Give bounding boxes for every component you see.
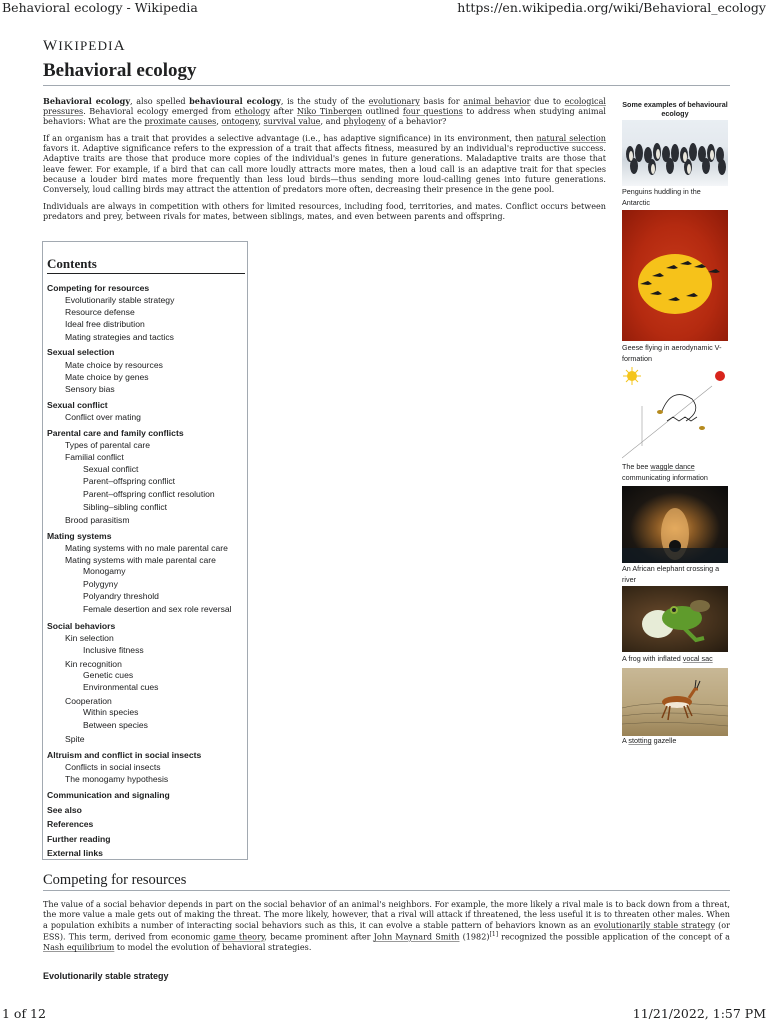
toc-item[interactable]: See also bbox=[47, 804, 82, 815]
toc-item[interactable]: Environmental cues bbox=[83, 682, 159, 692]
toc-item[interactable]: Mating systems with no male parental care bbox=[65, 542, 228, 553]
link-vocal-sac[interactable]: vocal sac bbox=[682, 654, 713, 663]
section-divider bbox=[43, 890, 730, 891]
toc-item[interactable]: Mate choice by genes bbox=[65, 371, 149, 382]
caption-gazelle: A stotting gazelle bbox=[622, 736, 677, 745]
lead-paragraph-2: If an organism has a trait that provides a selective advantage (i.e., has adaptive significance) in its environment, then natural selection favors it. Adaptive significance refers to the expression of a trait that affects fitness, measured by an individual's reproductive success. Adaptive traits are those that produce more copies of the individual's genes in future generations. Maladaptive traits are those that leave fewer. For example, if a bird that can call more loudly attracts more mates, then a loud call is an adaptive trait for that species because a louder bird mates more frequently than less loud birds—thus sending more loud-calling genes into future generations. Conversely, loud calling birds may attract the attention of predators more often, decreasing their presence in the gene pool. bbox=[43, 133, 606, 194]
toc-item[interactable]: Evolutionarily stable strategy bbox=[65, 294, 175, 305]
toc-item[interactable]: External links bbox=[47, 848, 103, 858]
link-john-maynard-smith[interactable]: John Maynard Smith bbox=[373, 931, 460, 942]
page-number: 1 of 12 bbox=[2, 1006, 46, 1021]
link-niko-tinbergen[interactable]: Niko Tinbergen bbox=[296, 106, 363, 117]
toc-item[interactable]: Mating systems bbox=[47, 530, 112, 541]
toc-item[interactable]: Conflict over mating bbox=[65, 411, 141, 422]
print-title: Behavioral ecology - Wikipedia bbox=[2, 0, 198, 15]
bee-dance-diagram[interactable] bbox=[622, 366, 728, 462]
caption-penguins: Penguins huddling in the Antarctic bbox=[622, 187, 701, 207]
toc-item[interactable]: Familial conflict bbox=[65, 452, 124, 462]
toc-item[interactable]: Social behaviors bbox=[47, 621, 116, 631]
toc-item[interactable]: Communication and signaling bbox=[47, 789, 170, 800]
penguins-image[interactable] bbox=[622, 120, 728, 186]
toc-item[interactable]: The monogamy hypothesis bbox=[65, 773, 169, 784]
toc-title: Contents bbox=[47, 256, 97, 271]
link-natural-selection[interactable]: natural selection bbox=[536, 133, 606, 144]
page-title: Behavioral ecology bbox=[43, 60, 197, 81]
toc-item[interactable]: Sibling–sibling conflict bbox=[83, 501, 168, 512]
toc-item[interactable]: Mating systems with male parental care bbox=[65, 554, 216, 565]
toc-item[interactable]: Altruism and conflict in social insects bbox=[47, 749, 202, 760]
toc-item[interactable]: Kin selection bbox=[65, 633, 114, 643]
infobox-title: Some examples of behavioural ecology bbox=[622, 100, 728, 118]
toc-item[interactable]: Competing for resources bbox=[47, 282, 150, 293]
geese-image[interactable] bbox=[622, 210, 728, 341]
elephant-image[interactable] bbox=[622, 486, 728, 563]
toc-item[interactable]: Spite bbox=[65, 733, 85, 744]
toc-item[interactable]: Polygyny bbox=[83, 578, 118, 589]
toc-item[interactable]: Types of parental care bbox=[65, 439, 151, 450]
link-stotting[interactable]: stotting bbox=[628, 736, 652, 745]
link-ontogeny[interactable]: ontogeny bbox=[221, 116, 259, 127]
link-four-questions[interactable]: four questions bbox=[402, 106, 463, 117]
caption-frog: A frog with inflated vocal sac bbox=[622, 654, 713, 663]
print-header bbox=[0, 0, 768, 18]
toc-item[interactable]: Between species bbox=[83, 720, 148, 730]
subsection-heading-ess: Evolutionarily stable strategy bbox=[43, 971, 169, 981]
toc-item[interactable]: Polyandry threshold bbox=[83, 591, 159, 601]
link-evolutionary[interactable]: evolutionary bbox=[368, 96, 420, 106]
toc-item[interactable]: Cooperation bbox=[65, 695, 112, 706]
toc-item[interactable]: Sexual selection bbox=[47, 347, 115, 357]
link-nash-equilibrium[interactable]: Nash equilibrium bbox=[43, 942, 115, 953]
toc-item[interactable]: Conflicts in social insects bbox=[65, 761, 161, 772]
toc-item[interactable]: Sensory bias bbox=[65, 384, 115, 394]
link-waggle-dance[interactable]: waggle dance bbox=[650, 462, 695, 471]
toc-item[interactable]: Genetic cues bbox=[83, 670, 134, 680]
toc-item[interactable]: Female desertion and sex role reversal bbox=[83, 603, 232, 614]
link-ecological-pressures[interactable]: ecological pressures bbox=[43, 96, 606, 117]
link-proximate-causes[interactable]: proximate causes bbox=[144, 116, 217, 127]
link-survival-value[interactable]: survival value bbox=[263, 116, 321, 127]
title-divider bbox=[43, 85, 730, 86]
lead-section bbox=[43, 96, 606, 228]
toc-item[interactable]: Mating strategies and tactics bbox=[65, 331, 174, 342]
section-paragraph: The value of a social behavior depends in part on the social behavior of an animal's neighbors. For example, the more likely a rival male is to back down from a threat, the more value a male gets out of making the threat. The more likely, however, that a rival will attack if threatened, the less useful it is to threaten other males. When a population exhibits a number of interacting social behaviors such as this, it can evolve a stable pattern of behaviors known as an evolutionarily stable strategy (or ESS). This term, derived from economic game theory, became prominent after John Maynard Smith (1982)[1] recognized the possible application of the concept of a Nash equilibrium to model the evolution of behavioral strategies. bbox=[43, 899, 731, 953]
link-phylogeny[interactable]: phylogeny bbox=[343, 116, 386, 127]
caption-elephant: An African elephant crossing a river bbox=[622, 564, 720, 584]
toc-item[interactable]: Within species bbox=[83, 707, 139, 717]
gazelle-image[interactable] bbox=[622, 668, 728, 736]
caption-bee: The bee waggle dance communicating information bbox=[622, 462, 708, 482]
lead-paragraph-3: Individuals are always in competition with others for limited resources, including food, territories, and mates. Conflict occurs between predators and prey, between rivals for mates, between siblings, mates, and even between parents and offspring. bbox=[43, 200, 606, 221]
link-game-theory[interactable]: game theory bbox=[213, 931, 265, 942]
toc-item[interactable]: Kin recognition bbox=[65, 658, 122, 669]
toc-item[interactable]: Parent–offspring conflict resolution bbox=[83, 489, 215, 499]
toc-item[interactable]: Parent–offspring conflict bbox=[83, 476, 176, 486]
toc-item[interactable]: Resource defense bbox=[65, 306, 135, 317]
toc-item[interactable]: Brood parasitism bbox=[65, 514, 130, 525]
toc-item[interactable]: Sexual conflict bbox=[47, 400, 108, 410]
toc-item[interactable]: Parental care and family conflicts bbox=[47, 427, 184, 438]
toc-item[interactable]: Inclusive fitness bbox=[83, 644, 144, 655]
link-animal-behavior[interactable]: animal behavior bbox=[463, 96, 531, 106]
frog-image[interactable] bbox=[622, 586, 728, 652]
link-evolutionarily-stable-strategy[interactable]: evolutionarily stable strategy bbox=[593, 919, 716, 930]
lead-paragraph-1: Behavioral ecology, also spelled behavioural ecology, is the study of the evolutionary basis for animal behavior due to ecological pressures. Behavioral ecology emerged from ethology after Niko Tinbergen outlined four questions to address when studying animal behaviors: What are the proximate causes, ontogeny, survival value, and phylogeny of a behavior? bbox=[43, 96, 606, 127]
toc-item[interactable]: Mate choice by resources bbox=[65, 359, 163, 370]
print-datetime: 11/21/2022, 1:57 PM bbox=[632, 1006, 766, 1021]
wikipedia-wordmark[interactable]: WIKIPEDIA bbox=[43, 38, 126, 54]
toc-item[interactable]: Further reading bbox=[47, 834, 111, 844]
table-of-contents bbox=[42, 241, 248, 860]
reference-marker[interactable]: [1] bbox=[489, 931, 499, 939]
section-heading-competing-for-resources: Competing for resources bbox=[43, 872, 187, 888]
print-footer bbox=[0, 1006, 768, 1024]
toc-item[interactable]: Ideal free distribution bbox=[65, 319, 145, 329]
caption-geese: Geese flying in aerodynamic V-formation bbox=[622, 343, 722, 363]
toc-divider bbox=[47, 273, 245, 274]
toc-item[interactable]: References bbox=[47, 819, 94, 829]
link-ethology[interactable]: ethology bbox=[234, 106, 271, 117]
print-url[interactable]: https://en.wikipedia.org/wiki/Behavioral_ecology bbox=[457, 0, 766, 15]
toc-item[interactable]: Sexual conflict bbox=[83, 464, 139, 474]
toc-item[interactable]: Monogamy bbox=[83, 566, 126, 576]
